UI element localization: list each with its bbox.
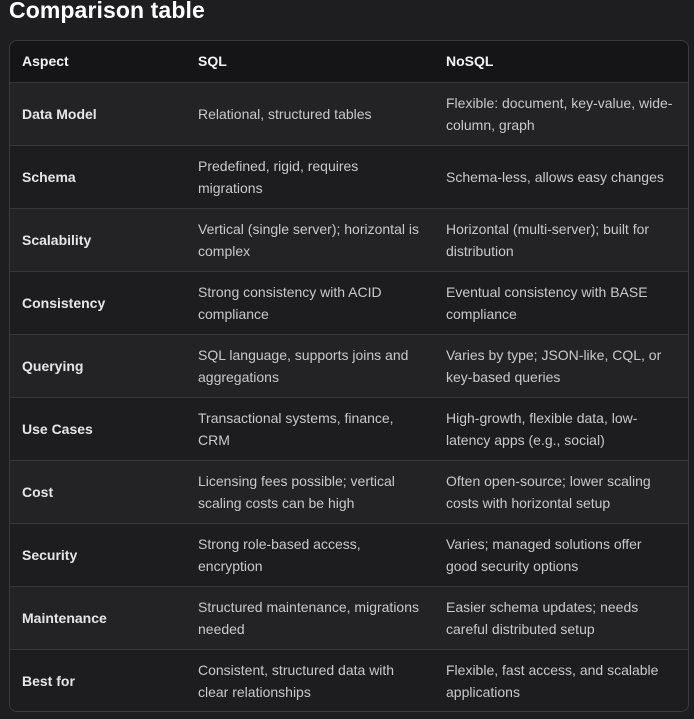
table-row — [10, 523, 688, 586]
table-row — [10, 649, 688, 712]
cell-sql: Relational, structured tables — [198, 105, 372, 122]
cell-sql: Strong consistency with ACID compliance — [198, 283, 382, 322]
cell-sql: Strong role-based access, encryption — [198, 535, 361, 574]
cell-sql: SQL language, supports joins and aggregations — [198, 346, 409, 385]
cell-aspect: Scalability — [22, 231, 92, 248]
cell-aspect: Security — [22, 546, 78, 563]
cell-sql: Licensing fees possible; vertical scaling costs can be high — [198, 472, 395, 511]
header-nosql: NoSQL — [446, 53, 494, 70]
table-row — [10, 82, 688, 145]
cell-aspect: Schema — [22, 168, 76, 185]
cell-aspect: Data Model — [22, 105, 97, 122]
cell-nosql: Easier schema updates; needs careful distributed setup — [446, 598, 639, 637]
table-row — [10, 460, 688, 523]
cell-aspect: Maintenance — [22, 609, 107, 626]
cell-nosql: Varies by type; JSON-like, CQL, or key-based queries — [446, 346, 662, 385]
header-aspect: Aspect — [22, 53, 69, 70]
header-row — [10, 41, 688, 82]
cell-nosql: High-growth, flexible data, low-latency apps (e.g., social) — [446, 409, 638, 448]
cell-aspect: Best for — [22, 672, 75, 689]
table-body — [10, 82, 688, 712]
comparison-table-container — [9, 40, 689, 712]
cell-nosql: Often open-source; lower scaling costs with horizontal setup — [446, 472, 651, 511]
table-row — [10, 397, 688, 460]
cell-aspect: Querying — [22, 357, 84, 374]
cell-sql: Vertical (single server); horizontal is complex — [198, 220, 419, 259]
cell-nosql: Varies; managed solutions offer good security options — [446, 535, 642, 574]
comparison-table — [10, 41, 688, 712]
table-row — [10, 208, 688, 271]
cell-aspect: Use Cases — [22, 420, 93, 437]
cell-nosql: Schema-less, allows easy changes — [446, 168, 664, 185]
cell-aspect: Cost — [22, 483, 54, 500]
cell-nosql: Flexible, fast access, and scalable applications — [446, 661, 659, 700]
table-row — [10, 145, 688, 208]
cell-sql: Predefined, rigid, requires migrations — [198, 157, 359, 196]
cell-sql: Consistent, structured data with clear relationships — [198, 661, 395, 700]
page-title: Comparison table — [9, 0, 205, 23]
cell-sql: Transactional systems, finance, CRM — [198, 409, 394, 448]
table-row — [10, 271, 688, 334]
cell-nosql: Eventual consistency with BASE compliance — [446, 283, 648, 322]
table-header — [10, 41, 688, 82]
table-row — [10, 586, 688, 649]
cell-sql: Structured maintenance, migrations needed — [198, 598, 419, 637]
table-row — [10, 334, 688, 397]
cell-nosql: Horizontal (multi-server); built for distribution — [446, 220, 650, 259]
cell-aspect: Consistency — [22, 294, 106, 311]
cell-nosql: Flexible: document, key-value, wide-column, graph — [446, 94, 673, 133]
header-sql: SQL — [198, 53, 227, 70]
